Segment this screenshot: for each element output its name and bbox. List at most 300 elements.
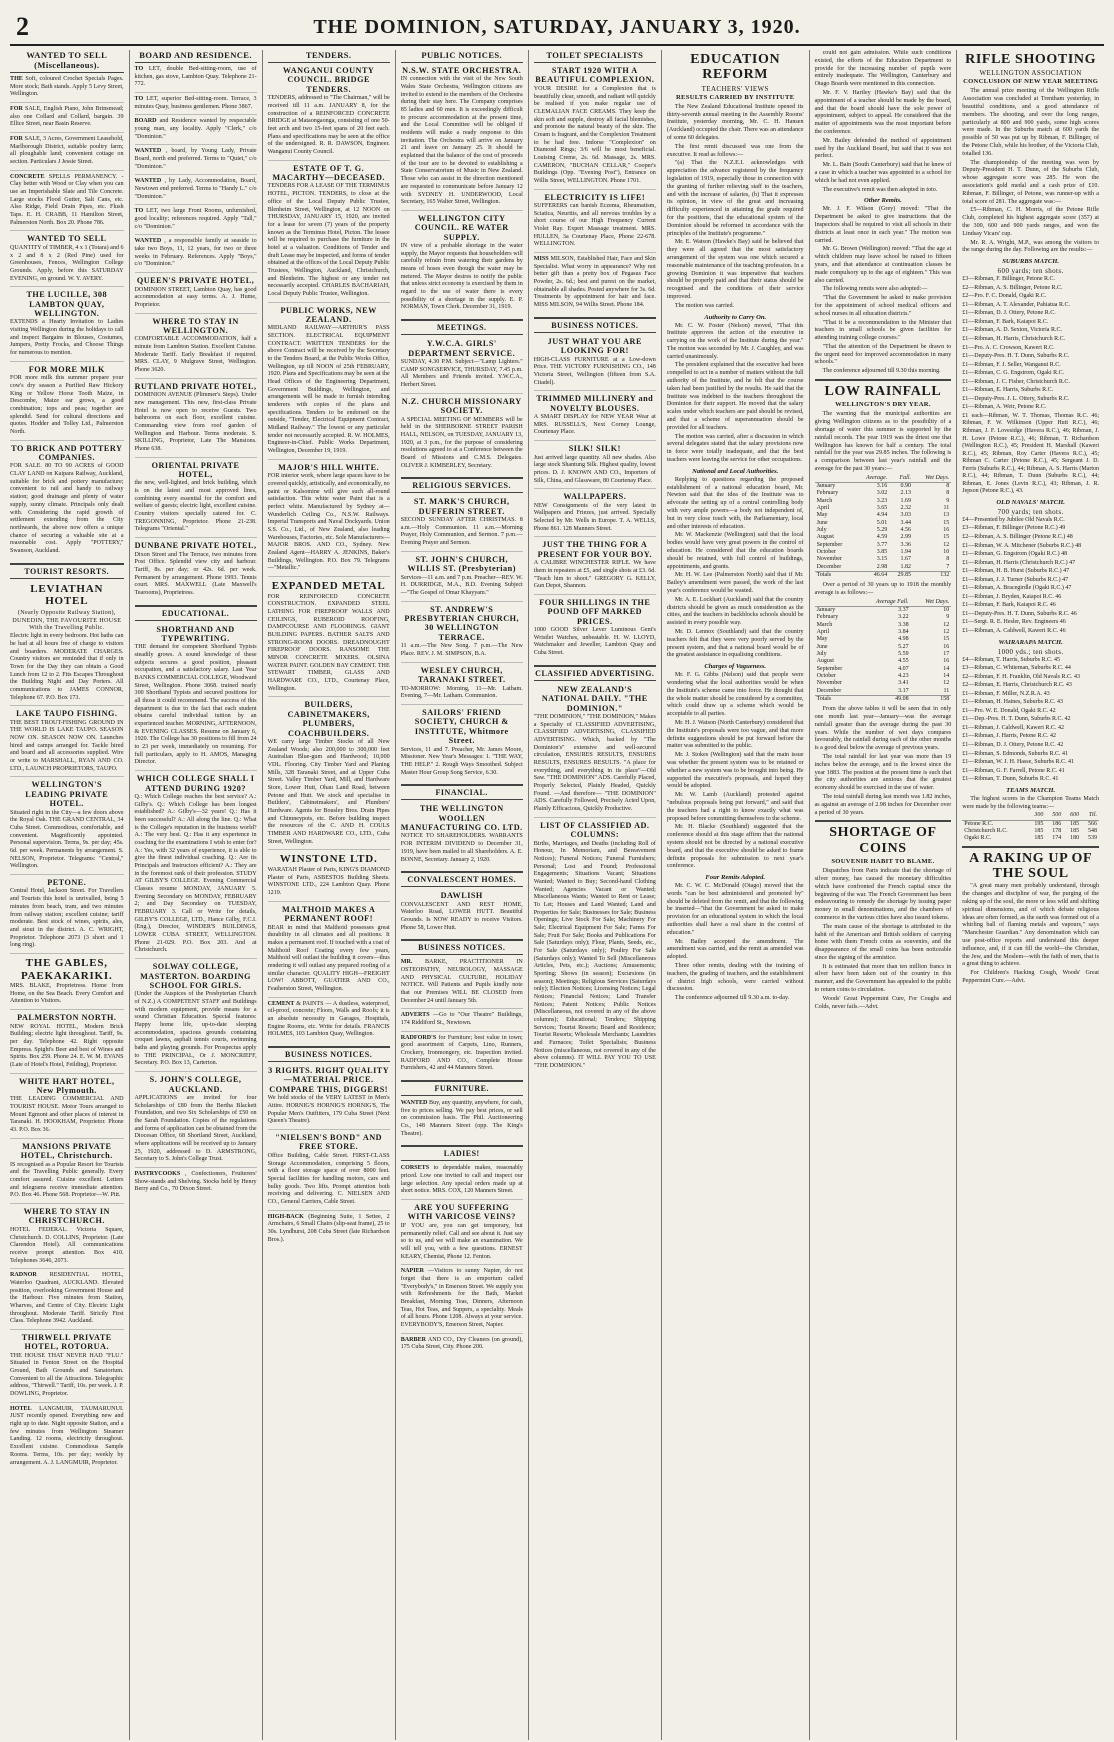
article-headline: A RAKING UP OF THE SOUL: [969, 850, 1093, 881]
table-cell: 3.84: [898, 629, 909, 636]
table-cell: October: [816, 548, 836, 555]
section-heading: BUSINESS NOTICES.: [268, 1046, 390, 1062]
article-body: [815, 50, 952, 194]
table-cell: 3.85: [876, 548, 888, 555]
column-public-notices: [395, 50, 528, 1740]
table-cell: 10: [943, 548, 950, 555]
advertisement-heading: WELLINGTON CITY COUNCIL. RE WATER SUPPLY.: [414, 213, 509, 242]
advertisement: [401, 1268, 523, 1333]
result-line: £2—Ribman, F. H. Franklin, Old Navals R.C. 43: [962, 673, 1080, 680]
article-paragraph: Mr. L. Bain (South Canterbury) said that he knew of a case in which a teacher was appointed to a school for which he had not even applied.: [814, 162, 952, 184]
table-header-row: [962, 812, 1099, 820]
result-line: £3—Ribman, F. Billinger, Petone R.C.: [962, 276, 1056, 283]
advertisement-heading: SOLWAY COLLEGE, MASTERTON. BOARDING SCHOOL FOR GIRLS.: [140, 962, 252, 990]
table-cell: 185: [1034, 827, 1044, 834]
advertisement: [10, 878, 124, 954]
advertisement: [10, 174, 124, 232]
advertisement: [401, 1337, 523, 1355]
table-cell: 3.16: [876, 483, 888, 490]
table-cell: 15: [943, 519, 950, 526]
table-cell: February: [816, 614, 839, 621]
article-paragraph: Mr. E. Watson (Hawke's Bay) said he believed that they were all agreed that the most satisfactory arrangement of the system was one which secured a reasonable maintenance of the teaching profession. In a growing Dominion it was imperative that teachers should be properly paid and that their status should be recognised and the conditions of their service improved.: [666, 239, 804, 300]
table-cell: 132: [913, 571, 951, 579]
advertisement: [10, 444, 124, 559]
advertisement-heading: WANTED TO SELL: [27, 234, 107, 244]
advertisement: [401, 1035, 523, 1076]
article-paragraph: The first remit discussed was one from the executive. It read as follows:—: [666, 143, 804, 158]
advertisement-heading: WALLPAPERS.: [563, 492, 627, 502]
table-cell: 539: [1088, 835, 1097, 842]
article-subhead: RESULTS CARRIED BY INSTITUTE: [676, 93, 795, 101]
result-line: £1—Ribman, G. F. Farrell, Petone R.C. 41: [962, 767, 1065, 774]
table-row: [815, 651, 952, 658]
table-row: [815, 666, 952, 673]
advertisement: [401, 804, 523, 867]
table-cell: 195: [1034, 820, 1044, 827]
table-cell: 46.64: [855, 571, 889, 579]
ad-list: [135, 66, 257, 601]
advertisement-text: , by Lady, Accommodation, Board, Newtown end preferred. Terms to "Handy L." c/o "Dominion.": [134, 178, 257, 200]
advertisement-heading: FOUR SHILLINGS IN THE POUND OFF MARKED PRICES.: [539, 597, 651, 626]
section-heading: RELIGIOUS SERVICES.: [401, 477, 523, 493]
advertisement-text: IS recognised as a Popular Resort for Tourists and the Travelling Public generally. Every comfort assured. Cuisine excellent. Letters and telegrams receive immediate attention. P.O. Box 46. Phone 568. Proprietor—W. Pitt.: [10, 1161, 124, 1199]
article-paragraph: The main cause of the shortage is attributed to the habit of the American and British soldiers of carrying home with them French coins as souvenirs, and the disappearance of the small coins has been noticeable since the signing of the armistice.: [814, 923, 952, 961]
article-paragraph: Mr. C. W. Foster (Nelson) moved, "That this Institute approves the action of the executive in carrying on the work of the Institute during the year." The motion was seconded by Mr. J. Caughley, and was carried unanimously.: [666, 322, 804, 360]
results-list: [962, 276, 1099, 412]
article-paragraph: Mr. R. A. Wright, M.P., was among the visitors to the range during the day. Following are the results:—: [962, 239, 1099, 254]
table-cell: 11: [943, 505, 950, 512]
section-heading: TOURIST RESORTS.: [10, 563, 124, 579]
advertisement: [135, 66, 257, 93]
table-cell: Totals: [815, 571, 855, 579]
advertisement-text: —Visitors to sunny Napier, do not forget that there is an emporium called "Everybody's," in Emerson Street. We supply you with Refreshments for the Bath, Market Breakfast, Morning Teas, Dinners, Afternoon Teas, Hot Teas, and Suppers, a speciality. Meals of all hours. Phone 1208. Always at your service. EVERYBODY'S, Emerson Street, Napier.: [400, 1268, 523, 1328]
advertisement-line: Woods' Great Peppermint Cure, For Coughs and Colds, never fails.—Advt.: [814, 995, 952, 1010]
table-cell: 3.44: [900, 519, 911, 526]
result-line: £1—Ribman, H. B. Hurst (Suburbs R.C.) 47: [962, 568, 1070, 575]
advertisement-text: Situated right in the City—a few doors above the Royal Oak. THE GRAND CENTRAL, 34 Cuba Street. Commodious, comfortable, and convenient. Magnificently appointed. Personal supervision. Terms, 9s. per day; 45s. 6d. per week. Permanents by arrangement. S. NELSON, Proprietor. Telegrams: "Central," Wellington.: [10, 809, 124, 870]
advertisement-text: SALE, 3 Acres, Government Leasehold, Marlborough District, suitable poultry farm; all ploughable land; convenient cottage on section. Particulars J Jessie Street.: [10, 136, 124, 166]
table-cell: 4.56: [900, 527, 911, 534]
advertisement-lead-word: WANTED: [134, 178, 162, 185]
table-cell: 3.77: [876, 541, 888, 548]
table-row: [815, 688, 952, 696]
advertisement-heading: MANSIONS PRIVATE HOTEL, Christchurch.: [20, 1141, 113, 1161]
advertisement-text: QUANTITY of TIMBER, 4 x 1 (Totara) and 6 x 2 and 8 x 2 (Red Pine) used for Greenhouses, Fences, Wellington College Grounds. Apply, before this SATURDAY EVENING, on ground. W. Y. AVERY.: [10, 244, 124, 282]
advertisement: [10, 1272, 124, 1330]
advertisement-text: COMFORTABLE ACCOMMODATION, half a minute from Lambton Station. Excellent Cuisine. Moderate Tariff. Early Breakfast if required. MRS. CLAY, 9 Mulgrave Street, Wellington. Phone 3620.: [134, 336, 257, 374]
advertisement: [268, 1001, 390, 1042]
article-headline: SHORTAGE OF COINS: [829, 825, 937, 856]
advertisement-text: SUNDAY, 4.30 P.M. Subject—"Lamp Lighters." CAMP SONGSERVICE, THURSDAY, 7.45 p.m. All Members and Friends invited. Y.W.C.A., Herbert Street.: [400, 359, 523, 389]
table-cell: Ttl.: [1081, 812, 1099, 820]
result-line: £1—Ribman, H. Harris (Christchurch R.C.) 47: [962, 559, 1076, 566]
advertisement: [10, 234, 124, 287]
advertisement-text: (Beginning Suite, 1 Settee, 2 Armchairs, 6 Small Chairs (slip-seat frame), 25 to 30s. Lyndhurst, 208 Cuba Street (late Richardson Bros.).: [267, 1213, 390, 1243]
table-cell: 2.99: [900, 534, 911, 541]
table-cell: May: [816, 636, 828, 643]
table-cell: November: [816, 556, 842, 563]
advertisement: [10, 1406, 124, 1470]
table-cell: 16: [943, 527, 950, 534]
advertisement-heading: WELLINGTON'S LEADING PRIVATE HOTEL.: [25, 780, 109, 809]
advertisement-heading: WHICH COLLEGE SHALL I ATTEND DURING 1920?: [136, 774, 255, 793]
article-paragraph: The New Zealand Educational Institute opened its thirty-seventh annual meeting in the Assembly Rooms' Institute, yesterday morning, Mr. C. H. Hansen (Auckland) occupied the chair. There was an attendance of some 60 delegates.: [666, 103, 804, 141]
table-cell: 300: [1028, 812, 1046, 820]
advertisement-text: Soft, coloured Crochet Specials Pages. More stock; Bath stands. Apply 5 Levy Street, Wellington.: [10, 76, 124, 98]
advertisement-text: FOR REINFORCED CONCRETE CONSTRUCTION. EXPANDED STEEL LATHING FOR FIREPROOF WALLS AND CEILINGS, RUBEROID ROOFING, DAMPCOURSE AND FLOORINGS. GIANT BUILDING PAPERS. BATHER SALTS AND STRONG-ROOM DOORS. DREADNOUGHT FIREPROOF DOORS. RANSOME THE MINOR CONCRETE MIXERS. OLSINA WATER PAINT. GOLDEN BAY CEMENT. THE STEWART TIMBER, GLASS AND HARDWARE CO., LTD., Courtenay Place, Wellington.: [267, 593, 390, 692]
advertisement: [534, 66, 656, 190]
table-row: [962, 835, 1099, 842]
table-cell: 4.94: [876, 512, 888, 519]
advertisement: [10, 365, 124, 441]
advertisement: [135, 962, 257, 1072]
table-cell: 600: [1063, 812, 1081, 820]
advertisement-heading: ST. JOHN'S CHURCH, WILLIS ST. (Presbyterian): [407, 554, 516, 574]
article-paragraph: Mr. C. W. C. McDonald (Otago) moved that the words "can be best administered and promoted by" should be deleted from the remit, and that the following be inserted—"that the Government be asked to make provision for an educational system in which the local authorities shall have a real share in the control of education.": [666, 883, 804, 936]
advertisement-heading: THE WELLINGTON WOOLLEN MANUFACTURING CO. LTD.: [400, 804, 523, 833]
advertisement-heading: N.S.W. STATE ORCHESTRA.: [402, 66, 522, 75]
table-row: [815, 644, 952, 651]
table-cell: 9: [946, 614, 950, 621]
article-paragraph: The highest scores in the Champion Teams Match were made by the following teams:—: [962, 795, 1099, 810]
table-cell: 186: [1052, 820, 1062, 827]
table-cell: 4.23: [898, 672, 909, 679]
advertisement-heading: WANGANUI COUNTY COUNCIL. BRIDGE TENDERS.: [282, 66, 375, 94]
advertisement-text: SALE, English Piano, John Brinsmead; also one Collard and Collard, bargain. 39 Ellice Street, near Basin Reserve.: [10, 106, 124, 128]
table-header-row: [815, 475, 952, 483]
table-cell: 4.55: [898, 658, 909, 665]
table-cell: 5.27: [898, 643, 909, 650]
article-paragraph: "A great many men probably understand, through the changes and discipline of war, the purging of the raking up of the soul, the more or less wild and shifting spiritual dimensions, and of which debate religious ideas are often formed, as the earth was formed out of a whirling ball of flaming metals and vapours," says "Manchester Guardian." Any denomination which can use post-office reports and understand this deeper influence, and, if it can fill the world—the Christian, the Jew, and the Moslem—with the faith of men, that is a great thing to achieve.: [962, 883, 1099, 968]
advertisement: [268, 580, 390, 697]
advertisement-lead-word: TO: [134, 96, 144, 103]
advertisement-text: DOMINION STREET, Lambton Quay, has good accommodation at easy terms. A. J. Hume, Proprietor.: [134, 286, 257, 308]
result-line: £4—Ribman, T. Harris, Suburbs R.C. 45: [962, 656, 1061, 663]
advertisement: [401, 1012, 523, 1031]
advertisement: [534, 337, 656, 392]
advertisement-lead-word: WANTED: [134, 238, 162, 245]
table-cell: 566: [1088, 820, 1097, 827]
advertisement-heading: PETONE.: [47, 878, 87, 888]
article-paragraph: Mr. A. E. Lockhart (Auckland) said that the country districts should be given as much consideration as the cities, and the teachers in backblocks schools should be assisted in every possible way.: [666, 596, 804, 627]
advertisement: [401, 1165, 523, 1200]
article-paragraph: Replying to questions regarding the proposed establishment of a national education board, Mr. Newton said that the idea of the Institute was to advocate the setting up of a central controlling body with very ample powers—a body not independent of, but in very close touch with, the Parliamentary, local and other interests of education.: [666, 476, 804, 530]
article-paragraph: could not gain admission. While such conditions existed, the efforts of the Education Department to provide for the increasing number of pupils were entirely inadequate. The Wellington, Canterbury and Otago Boards were mentioned in this connection.: [814, 50, 952, 88]
advertisement-heading: 3 RIGHTS. RIGHT QUALITY—MATERIAL PRICE. COMPARE THIS, DIGGERS!: [268, 1066, 390, 1094]
advertisement-text: BARKE, PRACTITIONER IN OSTEOPATHY, NEUROLOGY, MASSAGE AND PHYSICAL CULTURE, HOLIDAY NOTICE. Will Patients and Pupils kindly note that our Premises WILL BE CLOSED from December 24 until January 5th.: [400, 959, 523, 1004]
table-cell: August: [816, 534, 834, 541]
result-line: £2—Pro. F. C. Donald, Ogaki R.C.: [962, 293, 1047, 300]
table-cell: June: [816, 643, 828, 650]
result-line: £3—Ribman, C. Whiteman, Suburbs R.C. 44: [962, 665, 1071, 672]
match-heading: TEAMS MATCH.: [1006, 786, 1056, 794]
advertisement-heading: THE LUCILLE, 308 LAMBTON QUAY, WELLINGTON.: [26, 290, 108, 319]
advertisement-lead-word: WANTED: [134, 148, 162, 155]
advertisement-heading: NEW ZEALAND'S NATIONAL DAILY. "THE DOMINION.": [541, 684, 648, 713]
table-cell: 8: [946, 490, 950, 497]
advertisement-text: AND CO., Dry Cleaners (on ground), 175 Cuba Street, City. Phone 200.: [400, 1336, 523, 1351]
advertisement-text: DOMINION AVENUE (Plimmer's Steps). Under new management. This new, first-class Private Hotel is now open to receive Guests. Two bathrooms on each floor, excellent cuisine. Commanding view from roof garden of Wellington and Harbour. Terms moderate. S. SKILLING, Proprietor, Late The Mansions. Phone 638.: [134, 392, 257, 452]
advertisement-text: FOR SALE. 80 TO 90 ACRES of GOOD CLAY LAND on Kaipara Railway, Auckland, suitable for brick and pottery manufacture; convenient to rail and handy to railway station; good drainage and plenty of water supply, sunny climate. Principals only dealt with. Considering the rapid growth of settlement extending from the City northwards, the above now offers a unique chance of securing a valuable site at a reasonable cost. Apply "POTTERY," Swanson, Auckland.: [10, 463, 124, 554]
advertisement: [534, 492, 656, 537]
advertisement-lead-word: TO: [134, 66, 144, 72]
advertisement: [401, 891, 523, 935]
advertisement-lead-word: FOR: [10, 136, 23, 143]
table-cell: 14: [943, 665, 950, 672]
advertisement: [135, 96, 257, 115]
article-paragraph: Mr. Bailey accepted the amendment. The amendment was carried, and the remit as amended was adopted.: [666, 938, 804, 961]
table-cell: September: [816, 541, 843, 548]
article-paragraph: £5—Ribman, C. H. Morris, of the Petone Rifle Club, completed his highest aggregate score (357) at the 300, 600 and 900 yards ranges, and won the Lindsay Vicars' cup.: [962, 207, 1099, 237]
article-subhead: WELLINGTON'S DRY YEAR.: [835, 401, 931, 409]
advertisement-text: THE BEST TROUT-FISHING GROUND IN THE WORLD IS LAKE TAUPO. SEASON NOW ON. SEASON NOW ON. Launches hired and camps arranged for. Tackle hired and board and all accessories supplied. Wire or write to MARSHALL, RYAN AND CO. LTD., LAUNCH PROPRIETORS, TAUPO.: [10, 719, 124, 772]
result-line: £1—Ribman, F. Bark, Kaiapoi R.C. 46: [962, 602, 1056, 609]
advertisement-heading: THE GABLES, PAEKAKARIKI.: [20, 956, 113, 982]
article-subhead: TEACHERS' VIEWS: [701, 84, 769, 93]
result-line: £3—Ribman, F. Billinger (Petone R.C.) 49: [962, 525, 1066, 532]
result-line: £1—Ribman, A. Weir, Petone R.C.: [962, 404, 1047, 411]
ad-list: [268, 66, 390, 1042]
result-line: £1—Ribman, G. Engstrom (Ogaki R.C.) 48: [962, 551, 1068, 558]
table-cell: 180: [1070, 835, 1080, 842]
advertisement: [401, 397, 523, 474]
advertisement-text: SECOND SUNDAY AFTER CHRISTMAS. 8 a.m.—Holy Communion. 11 a.m.—Morning Prayer, Holy Communion, and Sermon. 7 p.m.—Evening Prayer and Sermon.: [400, 517, 523, 547]
table-cell: August: [816, 658, 834, 665]
advertisement-heading: PALMERSTON NORTH.: [17, 1013, 117, 1023]
table-cell: November: [816, 680, 842, 687]
result-line: £1—Ribman, D. J. Ottery, Petone R.C. 42: [962, 742, 1064, 749]
advertisement: [401, 214, 523, 315]
advertisement-text: Central Hotel, Jackson Street. For Travellers and Tourists this hotel is unrivalled, being 5 minutes from beach, tram, and two minutes from railway station; excellent cuisine; tariff moderate. Best stock of wines, spirits, ales, and stout in the district. A. C. WRIGHT, Proprietor. Telephone 2073 (3 short and 1 long ring).: [10, 888, 124, 949]
advertisement: [10, 1077, 124, 1139]
table-cell: January: [816, 483, 836, 490]
article-paragraph: Mr. H. Blacke (Southland) suggested that the conference should at this stage affirm that the national system should not be directed by a national executive board, and that the executive should be asked to frame definite proposals for submission to next year's conference.: [666, 824, 804, 870]
advertisement-text: Q.: Which College reaches the best service? A.: Gilby's. Q.: Which College has been longest established? A.: Gilby's—32 years! Q.: Has it been successful? A.: All along the line. Q.: What is the College's reputation in the business world? A.: The very best. Q.: Has it any experience in coaching for the examinations I wish to enter for? A.: Yes, with 32 years of experience, it is able to give the finest individual coaching. Q.: Are its Principals and Instructors efficient? A.: They are in the foremost rank of their profession. STUDY AT GILBY'S COLLEGE. Evening Commercial Classes resume MONDAY, JANUARY 5. Evening Secondary on MONDAY, FEBRUARY 2; and Day Secondary on TUESDAY, FEBRUARY 3. Call or Write for details, GILBY'S COLLEGE, LTD., Hance Gilby, F.C.I. (Eng.), Director, WINDER'S BUILDINGS, LOWER CUBA STREET, WELLINGTON. Phone 21-029. P.O. Box 203. And at Christchurch.: [134, 793, 257, 954]
table-cell: January: [816, 607, 836, 614]
table-total-row: [815, 571, 952, 579]
result-line: £1—Deputy-Pres. H. T. Dunn, Suburbs R.C. 46: [962, 610, 1077, 617]
advertisement-text: , board, by Young Lady, Private Board, north end preferred. Terms to "Quiet," c/o "Dominion.": [134, 148, 257, 170]
advertisement: [10, 1333, 124, 1403]
article-body: [815, 206, 952, 376]
table-cell: December: [816, 687, 842, 694]
advertisement: [534, 193, 656, 253]
match-subheading: 600 yards; ten shots.: [997, 267, 1064, 276]
advertisement-text: NOTICE TO SHAREHOLDERS. WARRANTS FOR INTERIM DIVIDEND to December 31, 1919, have been mailed to all Shareholders. A. E. BONNE, Secretary. January 2, 1920.: [400, 833, 523, 863]
section-heading: FURNITURE.: [401, 1080, 523, 1096]
article-subhead: WELLINGTON ASSOCIATION: [979, 69, 1082, 78]
result-line: £1—Ribman, H. Harris, Christchurch R.C.: [962, 335, 1066, 342]
table-cell: 185: [1070, 820, 1080, 827]
table-row: [815, 527, 952, 534]
table-cell: 3.65: [876, 505, 888, 512]
article-paragraph: Mr. W. Lamb (Auckland) protested against "nebulous proposals being put forward," and said that the teachers had a right to know exactly what was proposed before committing themselves to the scheme.: [666, 792, 804, 822]
table-cell: 2.13: [900, 490, 911, 497]
article-headline: RIFLE SHOOTING: [965, 52, 1097, 67]
page-number: 2: [16, 12, 29, 41]
advertisement-text: APPLICATIONS are invited for four Scholarships of £80 from the Bertha Blackett Foundation, and two Six Scholarships of £50 on the Sarah Foundation. Copies of the regulations and forms of application can be obtained from the Diocesan Office, 68 Shortland Street, Auckland, where applications will be received up to January 25, 1920, addressed to D. ARMSTRONG, Secretary to S. John's College Trust.: [134, 1094, 257, 1163]
article-headline: EDUCATION REFORM: [690, 52, 781, 83]
result-line: £1—Ribman, J. Harris, Petone R.C. 42: [962, 733, 1056, 740]
advertisement-text: THE HOUSE THAT NEVER HAD "FLU." Situated in Fenton Street on the Hospital Ground, Bath Grounds and Sanatorium. Convenient to all the Attractions. Telegraphic address, "Thirwell." Tariff, 10s. per week. J. P. DOWLING, Proprietor.: [10, 1352, 124, 1398]
advertisement-text: IN connection with the visit of the New South Wales State Orchestra, Wellington citizens are invited to extend to the members of the Orchestra during their stay here. The Company comprises 85 ladies and 60 men. It is exceedingly difficult to procure accommodation at the present time, and the Local Committee will be obliged if residents will make a ready response to this invitation. The Orchestra will arrive on January 21 and leave on January 25. It should be explained that the balance of the cost of proceeds of the tour are to be devoted to establishing a State Conservatorium of Music in New Zealand. Those who can assist in the direction mentioned are requested to communicate before January 12 with SYDNEY H. UNDERWOOD, Local Secretary, 165 Walter Street, Wellington.: [400, 76, 523, 206]
advertisement-heading: MAJOR'S HILL WHITE.: [278, 462, 380, 472]
advertisement-heading: PUBLIC WORKS, NEW ZEALAND.: [280, 305, 377, 324]
advertisement-heading: DAWLISH: [440, 891, 483, 901]
table-cell: April: [816, 505, 830, 512]
advertisement-heading: FOR MORE MILK: [28, 364, 105, 374]
article-paragraph: "That the attention of the Department be drawn to the urgent need for improved accommodation in many schools.": [814, 343, 952, 366]
table-cell: 2.98: [876, 563, 888, 570]
article-paragraph: Mr. D. Lennox (Southland) said that the country teachers felt that they were very poorly served by the present system, and that a national board would be of the greatest assistance in equalising conditions.: [666, 628, 804, 659]
result-line: £1—Ribman, J. J. Turner (Suburbs R.C.) 47: [962, 576, 1069, 583]
column-heading: TOILET SPECIALISTS: [534, 50, 656, 63]
article-paragraph: Three other remits, dealing with the training of teachers, the grading of teachers, and the establishment of district high schools, were carried without discussion.: [666, 963, 804, 993]
article-paragraph: Mr. F. G. Gibbs (Nelson) said that people were wondering what the local authorities would be when the Institute's scheme came into force. He thought that the whole matter should be considered by a committee, which could draw up a scheme which would be acceptable to all parties.: [666, 672, 804, 718]
article-subhead: CONCLUSION OF NEW YEAR MEETING: [963, 78, 1099, 86]
ad-list: [534, 685, 656, 1074]
table-cell: 7: [946, 563, 950, 570]
advertisement-text: EXTENDS a Hearty Invitation to Ladies visiting Wellington during the holidays to call and inspect Bargains in Blouses, Costumes, Jumpers, Pretty Frocks, and Choose Things for numerous to mention.: [10, 319, 124, 357]
advertisement-heading: ELECTRICITY IS LIFE!: [544, 192, 646, 202]
result-line: £1—Dep.-Pres. H. T. Dunn, Suburbs R.C. 42: [962, 716, 1071, 723]
advertisement-heading: DUNBANE PRIVATE HOTEL,: [134, 541, 257, 551]
advertisement: [135, 541, 257, 600]
match-heading: SUBURBS MATCH.: [1002, 258, 1060, 266]
table-row: [815, 564, 952, 572]
column-tenders: [262, 50, 395, 1740]
table-cell: 13: [943, 512, 950, 519]
table-cell: June: [816, 519, 828, 526]
advertisement-text: IF YOU are, you can get temporary, but permanently relief. Call and see about it. Just say so to us, and we will make an examination. We will tell you, with a few questions. ERNEST KEARY, Chemist, Phone 12. Fenton.: [400, 1222, 523, 1260]
article-paragraph: Mr. H. J. Watson (North Canterbury) considered that the Institute's proposals were too vague, and that more definite suggestions should be put forward before the matter was submitted to the public.: [666, 719, 804, 750]
advertisement-heading: TO BRICK AND POTTERY COMPANIES.: [11, 443, 123, 463]
advertisement-text: to dependable makes, reasonably priced. Low one invited to call and inspect our large selection. Any special orders made up at short notice. MRS. COX, 120 Manners Street.: [400, 1165, 523, 1195]
section-heading: LADIES!: [401, 1145, 523, 1161]
section-heading: FINANCIAL.: [401, 784, 523, 800]
results-list: [962, 517, 1099, 636]
table-row: [815, 490, 952, 497]
advertisement: [10, 290, 124, 362]
match-heading: OLD NAVALS' MATCH.: [996, 498, 1065, 506]
advertisement-text: LANGMUIR, TAUMARUNUI. JUST recently opened. Everything new and right up to date. Night opposite Station, and a few minutes from Wellington Steamer Landing. 12 rooms, electricity throughout. Excellent cuisine. Commodious Sample Rooms. Terms, 10s. per day; weekly by arrangement. A. J. LANGMUIR, Proprietor.: [10, 1405, 124, 1466]
advertisement: [10, 1013, 124, 1073]
advertisement-heading: LIST OF CLASSIFIED AD. COLUMNS:: [540, 820, 650, 840]
article-paragraph: The total rainfall for last year was more than 19 inches below the average, and is the lowest since the year 1883. The position at the present time is such that the city authorities are anxious that the greatest economy should be exercised in the use of water.: [814, 753, 952, 792]
advertisement: [135, 774, 257, 959]
article-paragraph: Over a period of 30 years up to 1918 the monthly average is as follows:—: [814, 582, 952, 597]
divider: [815, 820, 952, 822]
advertisement: [10, 1207, 124, 1269]
advertisement-text: BEAR in mind that Malthoid possesses great durability in all climates and all positions. It makes a permanent roof. If touched with a coat of Malthoid Roof Coating every few years, Malthoid will outlast the building it covers—thus rendering it will outlast any prepared roofing of a similar character. QUALITY HIGH—FREIGHT LOW! ABBOTT, GUATIER AND CO., Featherston Street, Wellington.: [267, 924, 390, 992]
advertisement-text: NEW Consignments of the very latest in Wallpapers and Friezes, just arrived. Specially Selected by Mr. Wells in Europe. T. A. WELLS, Phone 861. 128 Manners Street.: [533, 502, 656, 532]
table-cell: 0.90: [900, 483, 911, 490]
advertisement-lead-word: BOARD: [134, 118, 157, 125]
table-cell: 17: [943, 651, 950, 657]
table-row: [815, 629, 952, 636]
ad-list: [10, 583, 124, 1471]
column-board-residence: [129, 50, 262, 1740]
advertisement-heading: ARE YOU SUFFERING WITH VARICOSE VEINS?: [407, 1203, 516, 1222]
advertisement-text: RESIDENTIAL HOTEL, Waterloo Quadrant, AUCKLAND. Elevated position, overlooking Government House and the Harbour. Five minutes from Station, Wharves, and Centre of City. Electric Light throughout. Moderate Tariff. Strictly First Class. Telephone 3942. Auckland.: [10, 1272, 124, 1325]
advertisement-lead-word: CORSETS: [400, 1165, 430, 1172]
advertisement: [135, 118, 257, 145]
match-subheading: 1000 yds.; ten shots.: [997, 647, 1064, 656]
table-row: [815, 542, 952, 549]
table-cell: [962, 812, 1027, 820]
advertisement: [10, 780, 124, 875]
result-line: £1—Ribman, S. Edmonds, Suburbs R.C. 41: [962, 750, 1068, 757]
advertisement-text: LET, double Bed-sitting-room, use of kitchen, gas stove, Lambton Quay. Telephone 21-772.: [134, 66, 257, 88]
advertisement-lead-word: MISS: [533, 256, 549, 263]
advertisement-text: TENDERS FOR A LEASE OF THE TERMINUS HOTEL, PICTON. TENDERS, to close at the office of the Local Deputy Public Trustee, Blenheim Street, Wellington, at 12 NOON on THURSDAY, JANUARY 15, 1920, are invited for a lease for seven (7) years of the property known as the Terminus Hotel, Picton. The lessee will be required to purchase the furniture in the hotel at a valuation. Conditions of Tender and draft Lease may be inspected, and forms of tender obtained at the offices of the Local Deputy Public Trustees, Wellington, Auckland, Christchurch, and Blenheim. The highest or any tender not necessarily accepted. CHARLES BACHARIAH, Local Deputy Public Trustee, Wellington.: [267, 183, 390, 297]
advertisement-text: WARATAH Plaster of Paris, KING'S DIAMOND Plaster of Paris, ASBESTOS Building Sheets. WINSTONE LTD., 224 Lambton Quay. Phone 1219.: [267, 867, 390, 897]
advertisement: [534, 540, 656, 595]
advertisement-heading: MALTHOID MAKES A PERMANENT ROOF!: [282, 904, 376, 924]
column-education-reform: [661, 50, 809, 1740]
advertisement-heading: RUTLAND PRIVATE HOTEL,: [134, 381, 257, 391]
table-cell: Ogaki R.C.: [964, 835, 992, 842]
result-line: £1—Sergt. R. E. Hesler, Rev. Engineers 46: [962, 619, 1066, 626]
advertisement-text: LET, two large Front Rooms, unfurnished, good locality; references required. Apply "Tall," c/o "Dominion.": [134, 208, 257, 230]
advertisement-text: LET, superior Bed-sitting-room. Terrace, 3 minutes Quay, business gentlemen. Phone 3867.: [134, 96, 257, 110]
article-paragraph: Mr. F. V. Hartley (Hawke's Bay) said that the appointment of a teacher should be made by the board, and that the board should have the sole power of appointment, subject to appeal. He considered that the matter of appointments was the most important before the conference.: [814, 89, 952, 135]
advertisement: [135, 317, 257, 379]
table-cell: 4.98: [898, 636, 909, 643]
advertisement-heading: WESLEY CHURCH, TARANAKI STREET.: [417, 665, 506, 685]
advertisement: [401, 555, 523, 602]
table-cell: 185: [1070, 827, 1080, 834]
ad-list: [401, 1165, 523, 1355]
table-cell: Petone R.C.: [964, 820, 994, 827]
advertisement: [10, 106, 124, 133]
table-cell: March: [816, 497, 833, 504]
article-headline: LOW RAINFALL: [824, 384, 942, 400]
advertisement: [534, 256, 656, 313]
table-cell: April: [816, 629, 830, 636]
ad-list: [534, 66, 656, 313]
table-cell: July: [816, 527, 827, 534]
advertisement: [268, 1066, 390, 1130]
advertisement: [401, 497, 523, 552]
article-paragraph: The conference adjourned till 9.30 this morning.: [822, 368, 941, 375]
advertisement-heading: BUILDERS, CABINETMAKERS, PLUMBERS, COACHBUILDERS.: [287, 700, 370, 738]
ad-list: [401, 66, 523, 315]
advertisement-lead-word: WANTED: [400, 1100, 428, 1107]
article-paragraph: Mr. G. Brown (Wellington) moved: "That the age at which children may leave school be raised to fifteen years, and that attendance at continuation classes be made compulsory up to the age of eighteen." This was also carried.: [814, 246, 952, 284]
article-paragraph: The championship of the meeting was won by Deputy-President H. T. Dunn, of the Suburbs Club, whose aggregate score was 285. He won the association's gold medal and a cash prize of £10. Ribman, F. Billinger, of Petone, was runner-up with a total score of 281. The aggregate was:—: [962, 159, 1099, 205]
advertisement-text: Electric light in every bedroom. Hot baths can be had at all hours free of charge to visitors and boarders. MODERATE CHARGES. Country visitors are reminded that if only in Town for the Day they can obtain a Good Lunch from 12 to 2. Fits Escapes Throughout the Building Night and Day Porters. All communications to JAMES CONNOR, Telephone 67. P.O. Box 173.: [10, 633, 124, 701]
advertisement: [401, 666, 523, 705]
advertisement-text: Just arrived large quantity. All new shades. Also large stock Shantung Silk. Highest quality, lowest prices. D. J. KNOWN AND CO., Importers of Silk, China, and Glassware, 80 Courtenay Place.: [533, 454, 656, 484]
table-cell: May: [816, 512, 828, 519]
section-heading: CLASSIFIED ADVERTISING.: [534, 665, 656, 681]
table-cell: 158: [911, 695, 952, 703]
table-cell: 3.17: [898, 687, 909, 694]
article-paragraph: The total rainfall during last month was 1.82 inches, as against an average of 2.98 inches for December over a period of 30 years.: [814, 793, 952, 816]
column-heading: TENDERS.: [268, 50, 390, 63]
advertisement-heading: Y.W.C.A. GIRLS' DEPARTMENT SERVICE.: [408, 339, 516, 358]
advertisement-lead-word: HIGH-BACK: [267, 1213, 304, 1220]
advertisement-text: MILSON, Established Hair, Face and Skin Specialist. What worry in appearance? Why not better gift than a pretty box of Pegasus Face Powder, 2s. 6d.; best and purest on the market, obtainable all shades. Posted anywhere for 3s. 6d. Treatments by appointment for hair and face. MISS MILSON, 94 Willis Street. Phone 184.: [533, 256, 656, 309]
result-line: £1—Ribman, F. J. Seller, Wanganui R.C.: [962, 361, 1061, 368]
advertisement: [135, 461, 257, 539]
advertisement-heading: JUST WHAT YOU ARE LOOKING FOR!: [547, 336, 642, 356]
advertisement: [534, 685, 656, 818]
advertisement-lead-word: ADVERTS: [400, 1012, 430, 1019]
table-cell: 9: [946, 497, 950, 504]
article-paragraph: "(a) That the N.Z.E.I. acknowledges with appreciation the advance registered by the frequency legislation of 1919, especially those in connection with the granting of further relieving staff to the teachers, and with the increase of salaries, (b) That it expresses its opinion, in view of the great and increasing difficulty experienced in attaining the grade required for the positions, that the educational system of the Dominion should be reformed in accordance with the principles of the Institute's programme.": [666, 160, 804, 237]
